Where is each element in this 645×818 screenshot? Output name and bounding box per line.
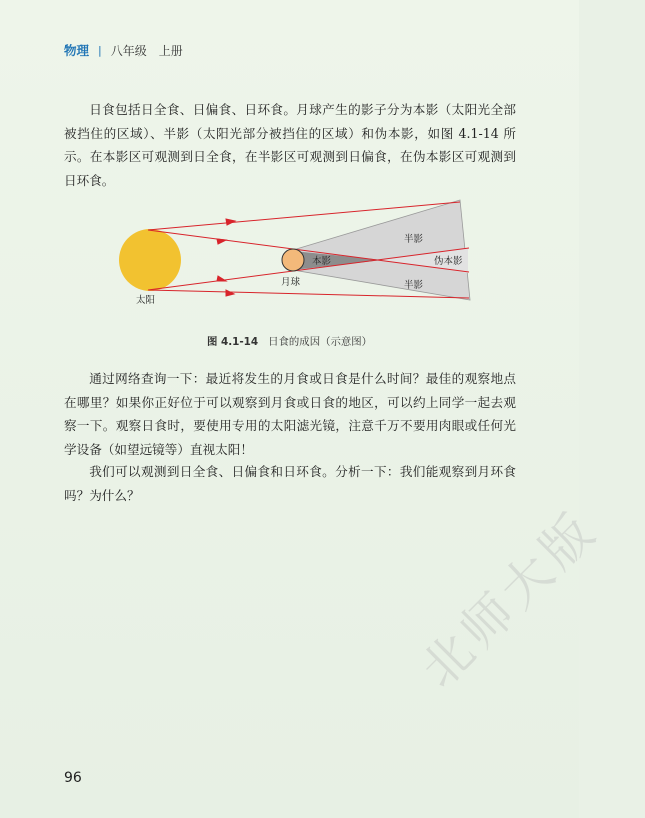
grade-label: 八年级 上册 bbox=[110, 43, 183, 58]
ray-arrows bbox=[217, 219, 235, 296]
page-header bbox=[64, 40, 183, 60]
moon-label: 月球 bbox=[281, 277, 301, 288]
figure-caption bbox=[0, 333, 579, 348]
penumbra-bottom-label: 半影 bbox=[404, 280, 424, 291]
header-separator: | bbox=[98, 43, 102, 57]
antumbra-label: 伪本影 bbox=[434, 256, 463, 267]
paragraph-analysis-question: 我们可以观测到日全食、日偏食和日环食。分析一下：我们能观察到月环食吗？为什么？ bbox=[64, 464, 516, 503]
figure-caption-text: 日食的成因（示意图） bbox=[268, 336, 373, 348]
paragraph-eclipse-types: 日食包括日全食、日偏食、日环食。月球产生的影子分为本影（太阳光全部被挡住的区域）、半影（太阳光部分被挡住的区域）和伪本影，如图 4.1-14 所示。在本影区可观测到日全食，在半影区可观测到日偏食，在伪本影区可观测到日环食。 bbox=[64, 102, 516, 188]
subject-label: 物理 bbox=[64, 43, 90, 58]
figure-number: 图 4.1-14 bbox=[206, 336, 259, 348]
sun-disc bbox=[119, 229, 181, 291]
umbra-label: 本影 bbox=[312, 256, 332, 267]
sun-label: 太阳 bbox=[136, 295, 156, 306]
solar-eclipse-diagram bbox=[100, 196, 480, 321]
publisher-watermark: 北师大版 bbox=[409, 499, 610, 699]
moon-disc bbox=[282, 249, 304, 271]
page-number: 96 bbox=[64, 770, 82, 786]
paragraph-web-query: 通过网络查询一下：最近将发生的月食或日食是什么时间？最佳的观察地点在哪里？如果你正好位于可以观察到月食或日食的地区，可以约上同学一起去观察一下。观察日食时，要使用专用的太阳滤光镜，注意千万不要用肉眼或任何光学设备（如望远镜等）直视太阳！ bbox=[64, 371, 516, 457]
penumbra-top-label: 半影 bbox=[404, 234, 424, 245]
